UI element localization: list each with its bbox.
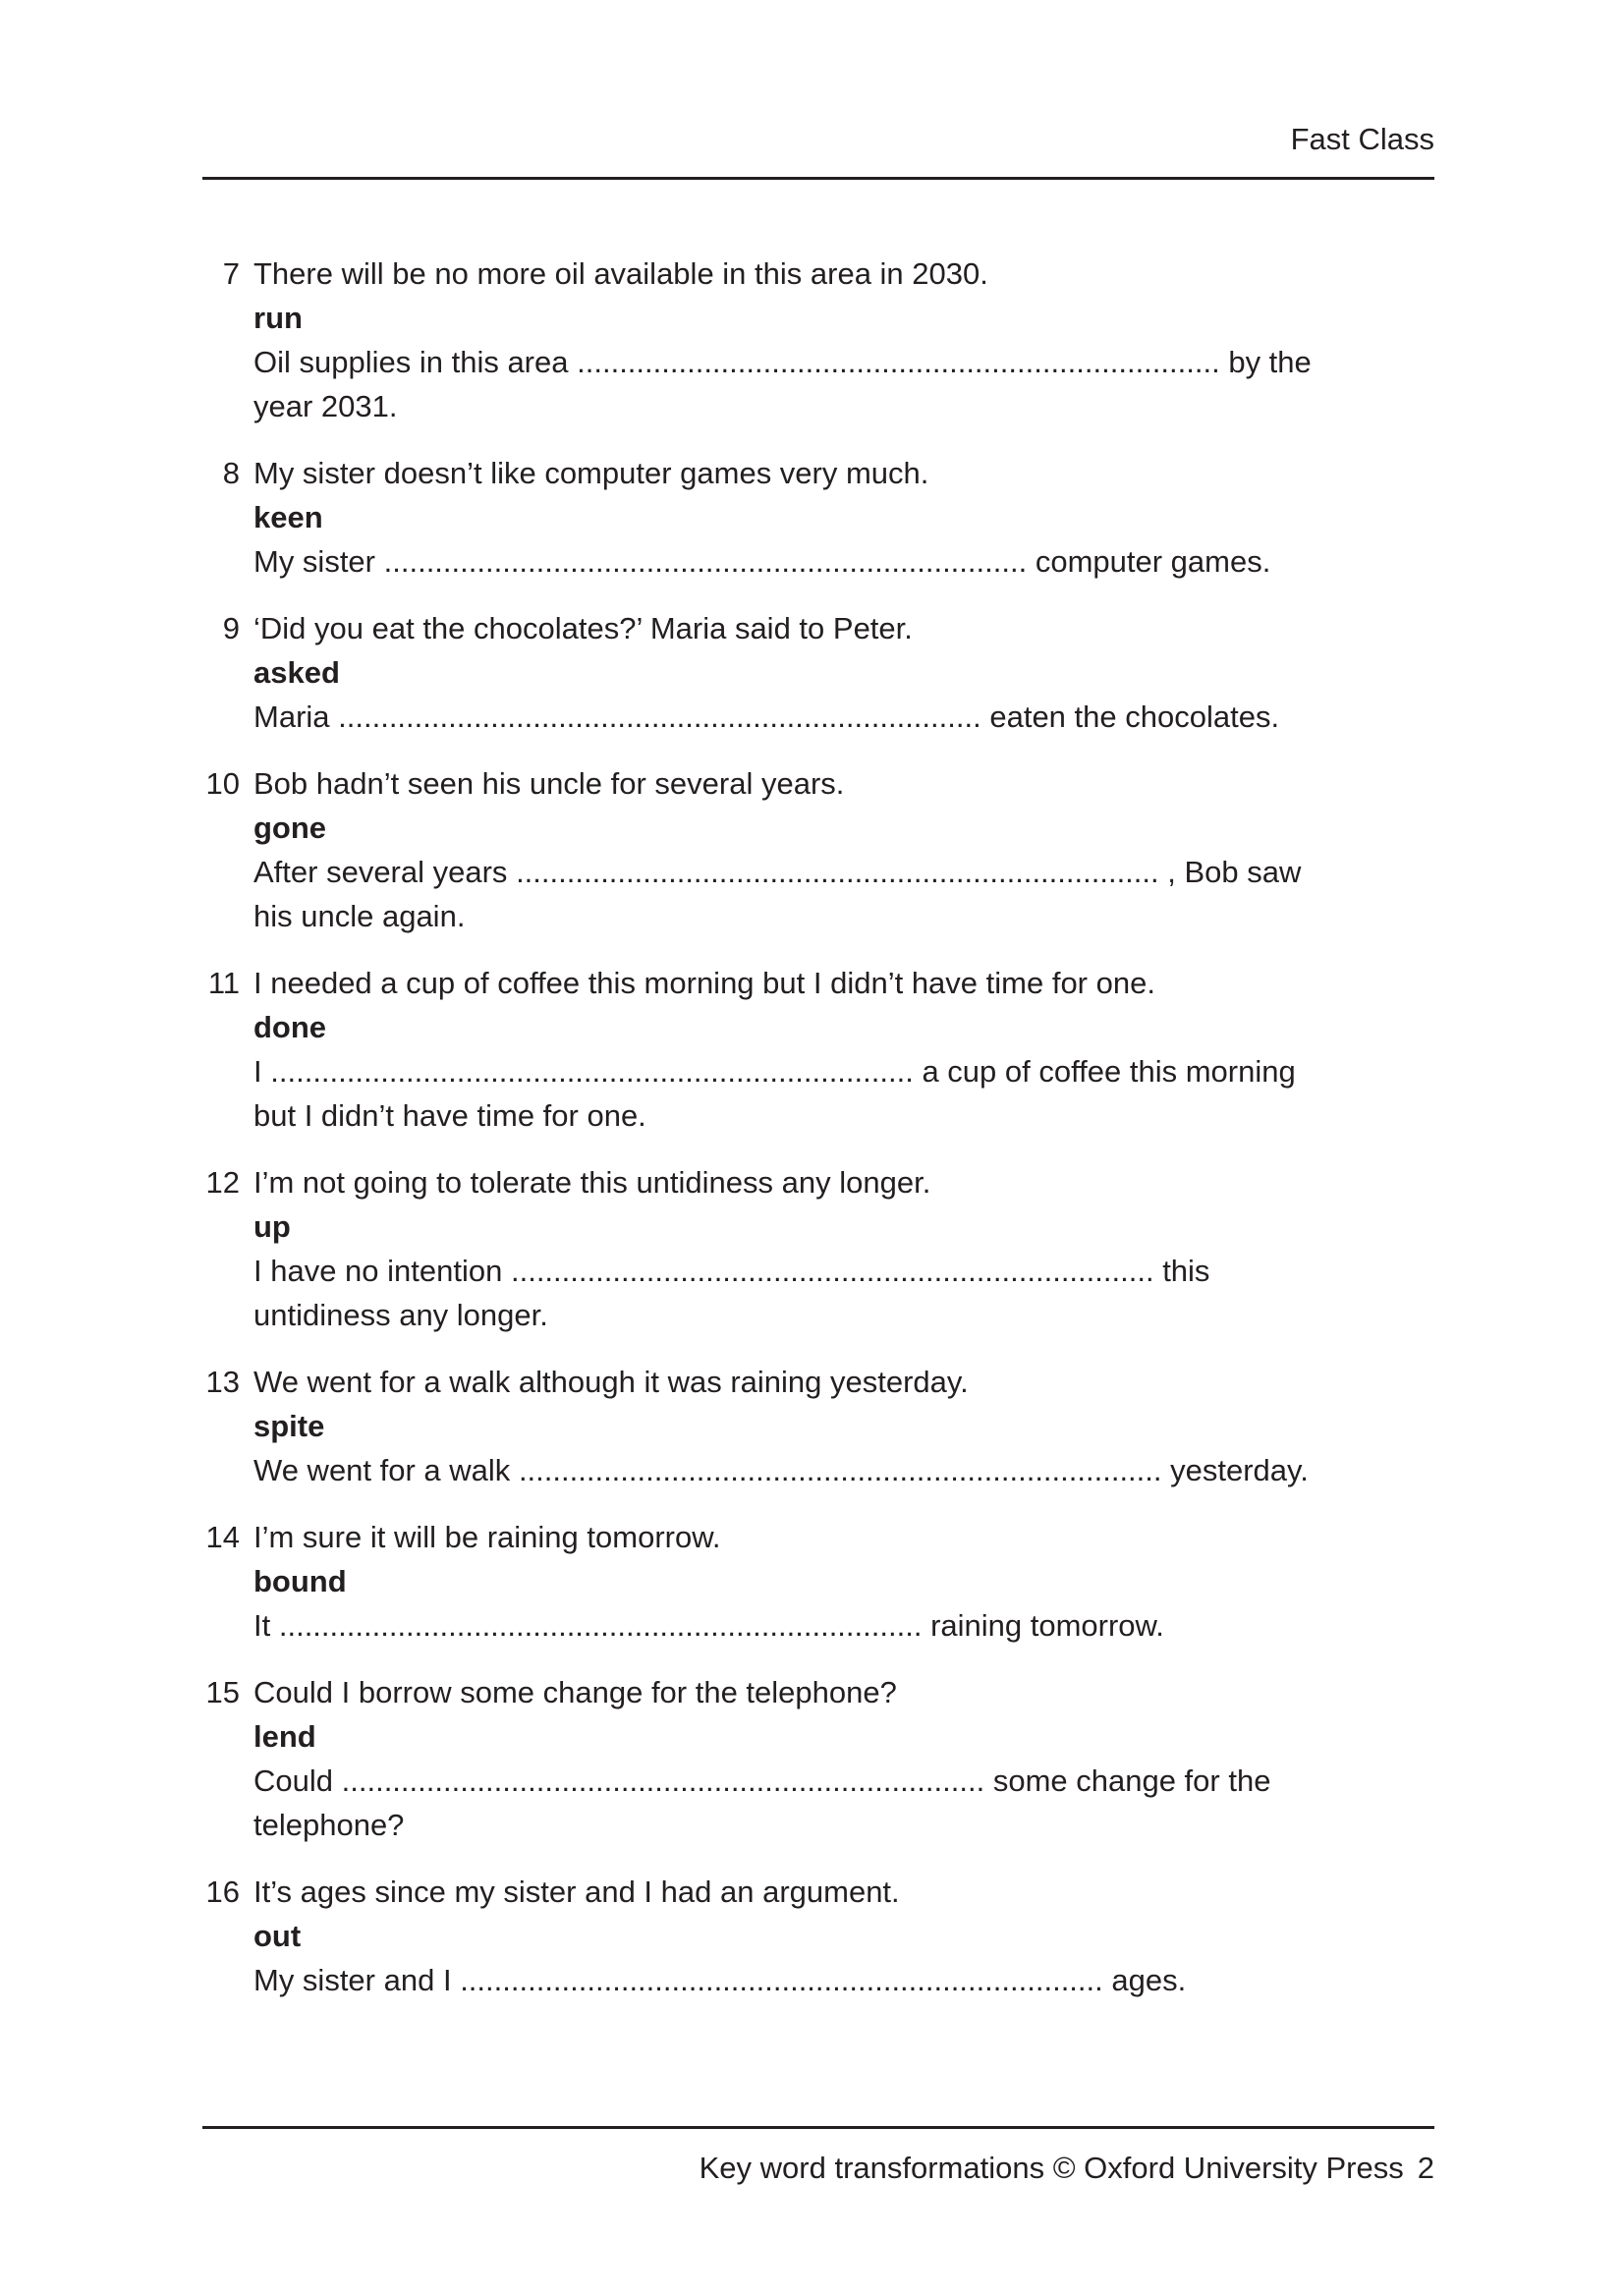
item-prompt: There will be no more oil available in this area in 2030. [253,256,988,291]
answer-after: ages. [1111,1963,1187,1997]
item-answer-line [253,1448,1344,1492]
answer-blank[interactable]: ............................................................................ [341,1763,985,1798]
answer-before: We went for a walk [253,1453,511,1487]
answer-after: this untidiness any longer. [253,1254,1210,1332]
footer-copyright: Key word transformations © Oxford University Press [699,2151,1404,2185]
item-prompt: It’s ages since my sister and I had an argument. [253,1875,900,1909]
answer-after: computer games. [1035,544,1271,579]
item-keyword: spite [253,1409,325,1443]
item-number: 8 [222,456,240,490]
item-prompt: I’m not going to tolerate this untidiness any longer. [253,1165,931,1200]
item-keyword: done [253,1010,327,1044]
exercise-item [202,1515,1434,1648]
exercise-item [202,1670,1434,1847]
answer-before: My sister and I [253,1963,452,1997]
item-keyword: run [253,301,303,335]
item-prompt: Could I borrow some change for the telephone? [253,1675,897,1709]
exercise-item [202,1360,1434,1492]
answer-before: My sister [253,544,375,579]
answer-blank[interactable]: ............................................................................ [460,1963,1103,1997]
answer-before: It [253,1608,271,1643]
item-number: 13 [205,1365,240,1399]
item-answer-line [253,1958,1344,2002]
answer-after: yesterday. [1170,1453,1309,1487]
exercise-list [202,252,1434,2025]
answer-blank[interactable]: ............................................................................ [510,1254,1154,1288]
exercise-item [202,761,1434,938]
item-prompt: ‘Did you eat the chocolates?’ Maria said to Peter. [253,611,913,645]
item-prompt: We went for a walk although it was raining yesterday. [253,1365,969,1399]
item-number: 9 [222,611,240,645]
item-answer-line [253,1603,1344,1648]
item-keyword: asked [253,655,340,690]
item-answer-line [253,1049,1344,1138]
item-answer-line [253,539,1344,584]
answer-blank[interactable]: ............................................................................ [383,544,1028,579]
item-number: 10 [205,766,240,801]
page-number: 2 [1417,2151,1434,2185]
exercise-item [202,1160,1434,1337]
item-number: 12 [205,1165,240,1200]
item-keyword: bound [253,1564,347,1598]
item-keyword: up [253,1209,291,1244]
footer-text [700,2149,1434,2188]
header-title: Fast Class [1290,122,1434,156]
answer-after: some change for the telephone? [253,1763,1271,1842]
answer-after: by the year 2031. [253,345,1312,423]
answer-blank[interactable]: ............................................................................ [270,1054,914,1089]
item-answer-line [253,1249,1344,1337]
item-prompt: I needed a cup of coffee this morning but I didn’t have time for one. [253,966,1155,1000]
answer-after: raining tomorrow. [930,1608,1164,1643]
item-prompt: My sister doesn’t like computer games very much. [253,456,929,490]
item-answer-line [253,1759,1344,1847]
item-number: 16 [205,1875,240,1909]
page-footer [202,2126,1434,2208]
answer-after: a cup of coffee this morning but I didn’t have time for one. [253,1054,1296,1133]
page-header [202,118,1434,180]
item-number: 14 [205,1520,240,1554]
answer-before: I have no intention [253,1254,503,1288]
answer-before: Could [253,1763,333,1798]
exercise-item [202,1870,1434,2002]
answer-blank[interactable]: ............................................................................ [577,345,1220,379]
answer-before: Oil supplies in this area [253,345,569,379]
answer-blank[interactable]: ............................................................................ [518,1453,1162,1487]
item-prompt: I’m sure it will be raining tomorrow. [253,1520,721,1554]
item-number: 11 [207,966,240,1000]
answer-before: After several years [253,855,508,889]
item-number: 15 [205,1675,240,1709]
item-keyword: gone [253,811,327,845]
item-number: 7 [222,256,240,291]
item-answer-line [253,340,1344,428]
answer-after: , Bob saw his uncle again. [253,855,1302,933]
item-keyword: out [253,1919,302,1953]
item-keyword: lend [253,1719,316,1754]
item-keyword: keen [253,500,323,534]
exercise-item [202,451,1434,584]
item-prompt: Bob hadn’t seen his uncle for several years. [253,766,845,801]
answer-before: Maria [253,700,330,734]
exercise-item [202,252,1434,428]
answer-blank[interactable]: ............................................................................ [338,700,981,734]
answer-blank[interactable]: ............................................................................ [278,1608,923,1643]
answer-blank[interactable]: ............................................................................ [516,855,1159,889]
exercise-item [202,606,1434,739]
item-answer-line [253,850,1344,938]
item-answer-line [253,695,1344,739]
exercise-item [202,961,1434,1138]
answer-before: I [253,1054,262,1089]
answer-after: eaten the chocolates. [989,700,1280,734]
